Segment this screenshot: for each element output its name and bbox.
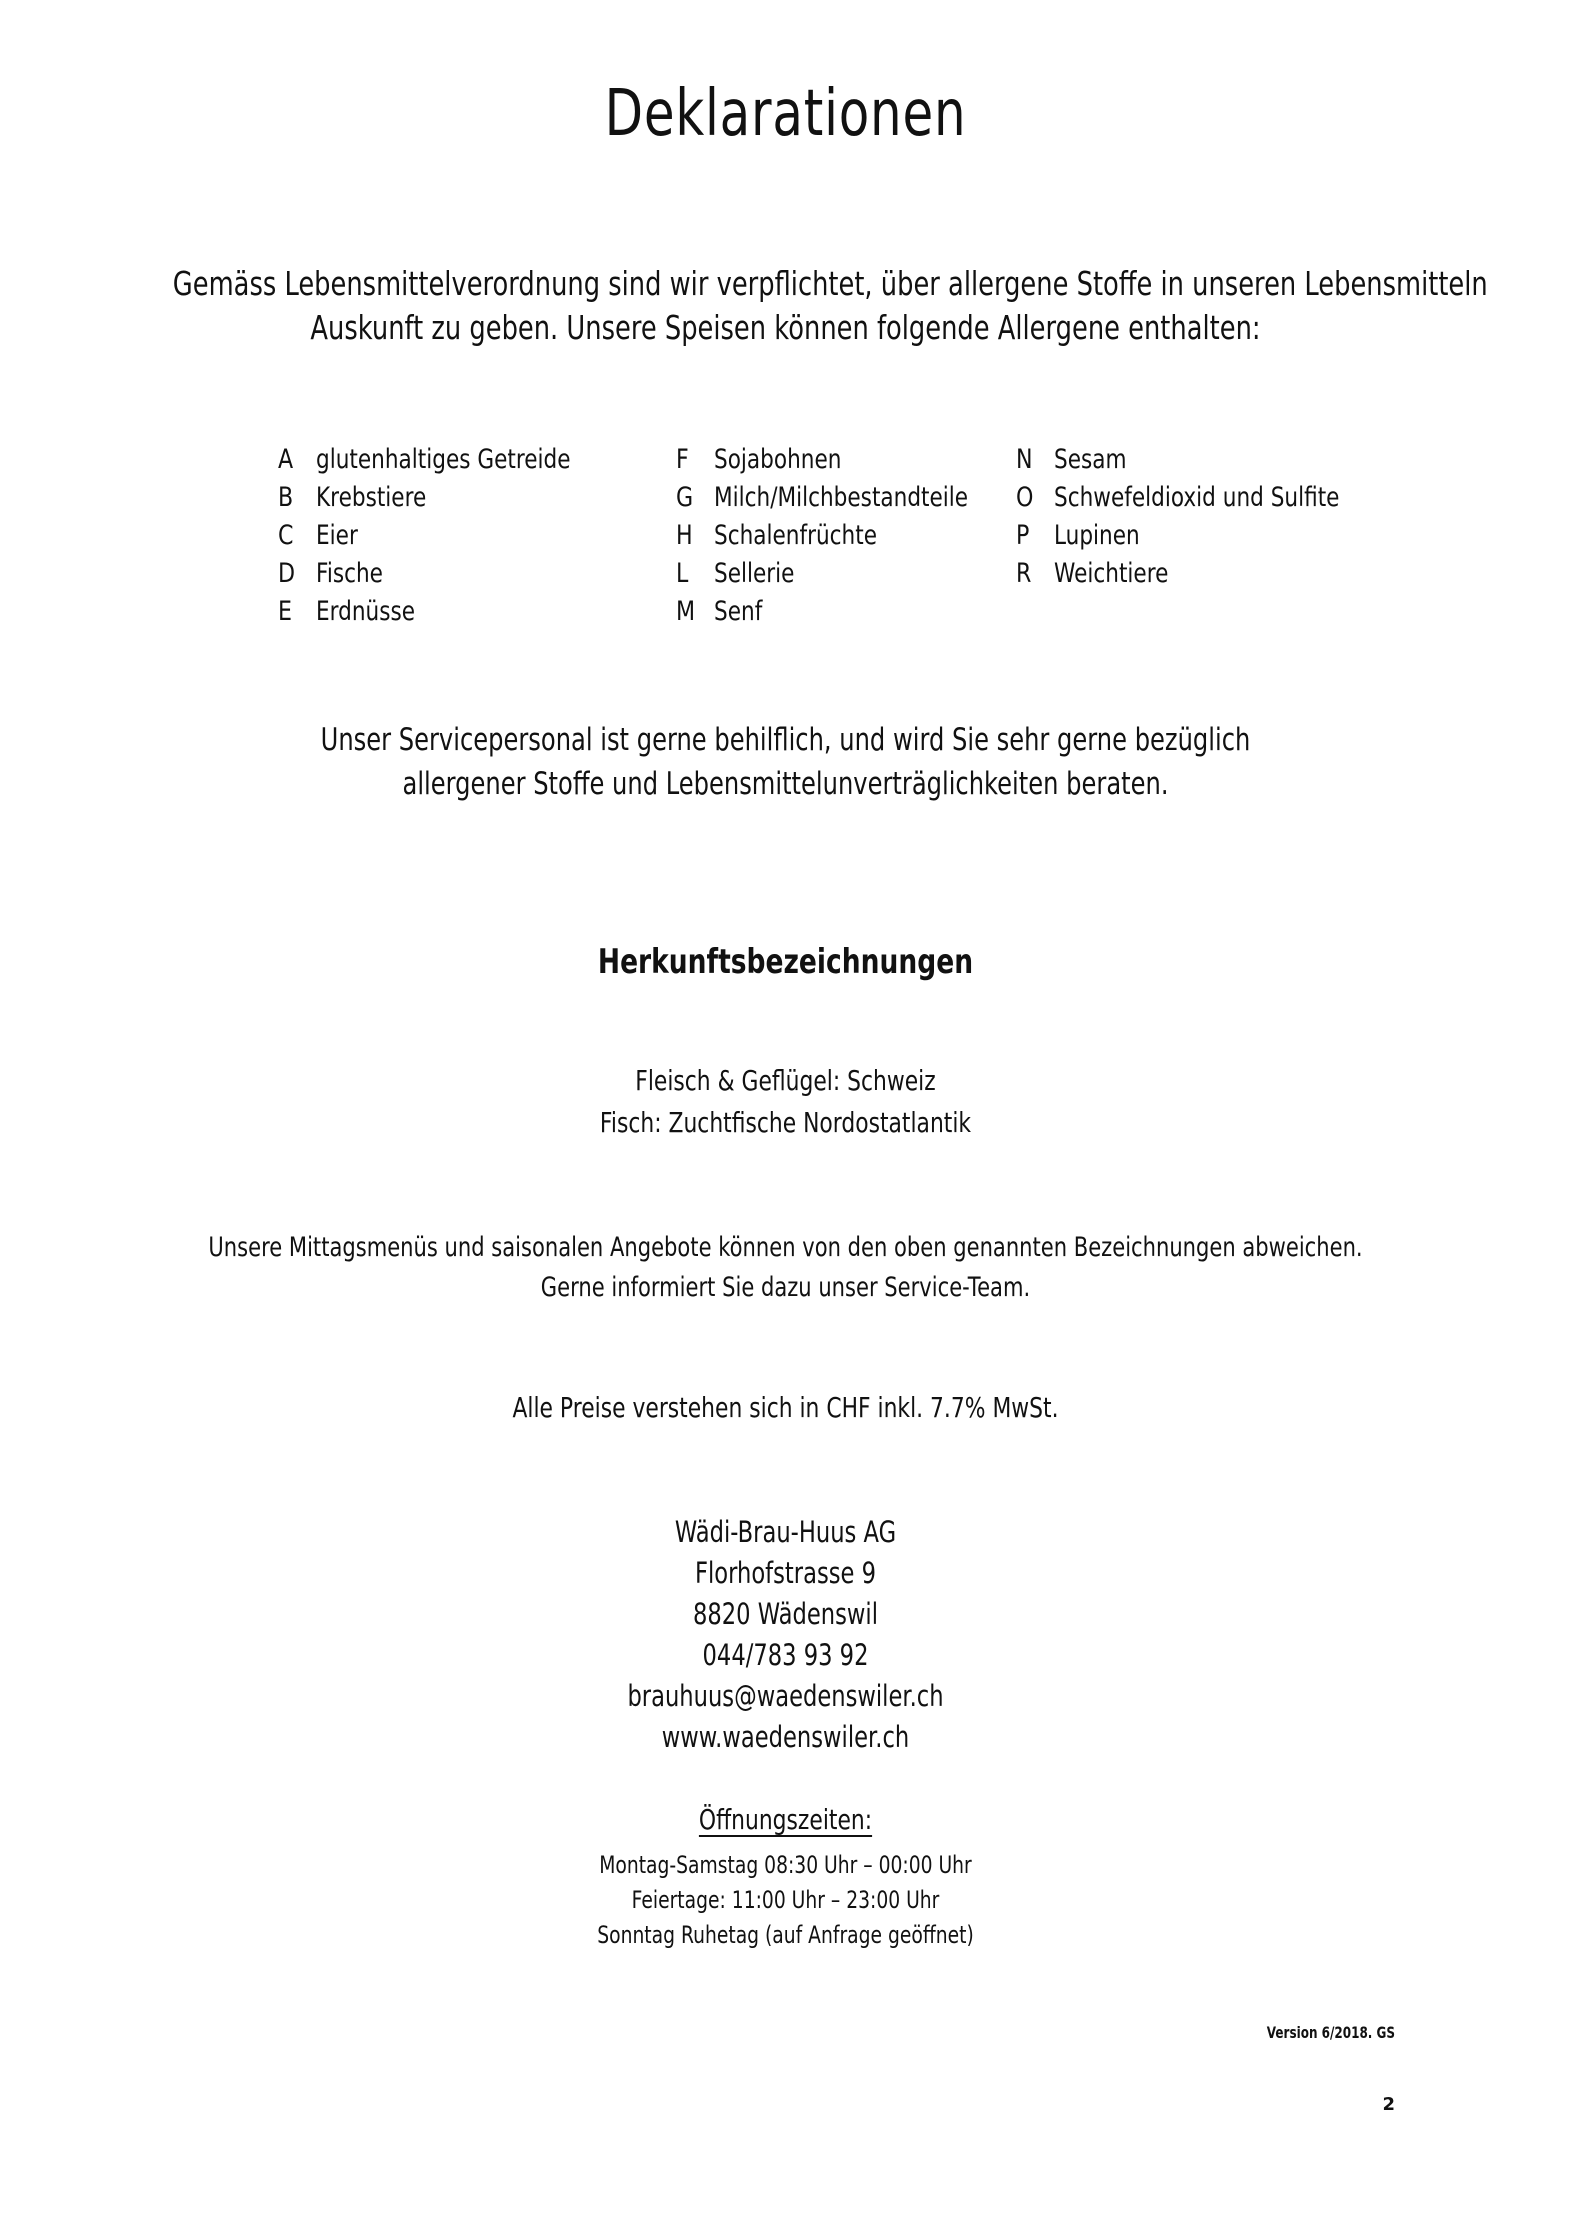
opening-hours-sunday: Sonntag Ruhetag (auf Anfrage geöffnet) xyxy=(597,1921,974,1949)
service-note-line-1: Unser Servicepersonal ist gerne behilflich, und wird Sie sehr gerne bezüglich xyxy=(320,722,1251,758)
company-street: Florhofstrasse 9 xyxy=(694,1556,877,1590)
allergen-column-2 xyxy=(676,440,1032,630)
allergen-column-1 xyxy=(278,440,634,630)
allergen-code: M xyxy=(676,595,696,627)
allergen-intro xyxy=(172,262,1488,350)
allergen-item xyxy=(278,592,634,630)
allergen-code: P xyxy=(1016,519,1030,551)
allergen-name: Eier xyxy=(316,519,358,551)
allergen-name: Sesam xyxy=(1054,443,1127,475)
company-website: www.waedenswiler.ch xyxy=(661,1720,910,1754)
allergen-item xyxy=(676,478,1032,516)
version-note: Version 6/2018. GS xyxy=(1266,2023,1395,2042)
allergen-name: Lupinen xyxy=(1054,519,1140,551)
allergen-code: L xyxy=(676,557,689,589)
allergen-code: E xyxy=(278,595,292,627)
allergen-code: H xyxy=(676,519,693,551)
company-name: Wädi-Brau-Huus AG xyxy=(674,1515,897,1549)
allergen-name: Weichtiere xyxy=(1054,557,1169,589)
allergen-code: A xyxy=(278,443,294,475)
opening-hours-holidays: Feiertage: 11:00 Uhr – 23:00 Uhr xyxy=(631,1886,940,1914)
allergen-code: N xyxy=(1016,443,1033,475)
deviation-note-line-2: Gerne informiert Sie dazu unser Service-Team. xyxy=(540,1272,1031,1303)
allergen-intro-line-1: Gemäss Lebensmittelverordnung sind wir verpflichtet, über allergene Stoffe in unseren Lebensmitteln xyxy=(172,264,1488,303)
allergen-name: Schalenfrüchte xyxy=(714,519,877,551)
allergen-name: Senf xyxy=(714,595,763,627)
allergen-name: glutenhaltiges Getreide xyxy=(316,443,571,475)
allergen-item xyxy=(1016,478,1411,516)
allergen-column-3 xyxy=(1016,440,1411,592)
allergen-name: Sojabohnen xyxy=(714,443,842,475)
opening-hours-weekdays: Montag-Samstag 08:30 Uhr – 00:00 Uhr xyxy=(599,1851,972,1879)
allergen-code: B xyxy=(278,481,294,513)
allergen-name: Sellerie xyxy=(714,557,795,589)
deviation-note-line-1: Unsere Mittagsmenüs und saisonalen Angebote können von den oben genannten Bezeichnungen abweichen. xyxy=(208,1232,1363,1263)
origin-fish: Fisch: Zuchtfische Nordostatlantik xyxy=(599,1106,972,1139)
opening-hours xyxy=(173,1848,1398,1953)
opening-hours-heading: Öffnungszeiten: xyxy=(698,1803,873,1836)
allergen-item xyxy=(278,516,634,554)
allergen-code: R xyxy=(1016,557,1032,589)
origin-info xyxy=(173,1060,1398,1144)
allergen-item xyxy=(278,478,634,516)
allergen-item xyxy=(676,554,1032,592)
allergen-code: G xyxy=(676,481,694,513)
origin-meat: Fleisch & Geflügel: Schweiz xyxy=(635,1064,936,1097)
price-note: Alle Preise verstehen sich in CHF inkl. 7.7% MwSt. xyxy=(512,1391,1059,1424)
company-address xyxy=(173,1512,1398,1758)
allergen-code: F xyxy=(676,443,689,475)
allergen-item xyxy=(676,592,1032,630)
company-email: brauhuus@waedenswiler.ch xyxy=(627,1679,944,1713)
allergen-code: O xyxy=(1016,481,1034,513)
allergen-item xyxy=(278,440,634,478)
allergen-item xyxy=(1016,516,1411,554)
allergen-item xyxy=(676,516,1032,554)
allergen-intro-line-2: Auskunft zu geben. Unsere Speisen können folgende Allergene enthalten: xyxy=(310,308,1261,347)
origin-heading: Herkunftsbezeichnungen xyxy=(597,942,974,982)
allergen-name: Milch/Milchbestandteile xyxy=(714,481,969,513)
allergen-item xyxy=(1016,554,1411,592)
company-phone: 044/783 93 92 xyxy=(702,1638,869,1672)
allergen-item xyxy=(1016,440,1411,478)
allergen-code: D xyxy=(278,557,296,589)
allergen-item xyxy=(676,440,1032,478)
service-note-line-2: allergener Stoffe und Lebensmittelunverträglichkeiten beraten. xyxy=(402,766,1169,802)
deviation-note xyxy=(173,1228,1398,1308)
company-city: 8820 Wädenswil xyxy=(692,1597,879,1631)
page-title: Deklarationen xyxy=(604,77,967,151)
allergen-code: C xyxy=(278,519,294,551)
page-number: 2 xyxy=(1382,2094,1395,2115)
allergen-name: Krebstiere xyxy=(316,481,427,513)
service-note xyxy=(173,718,1398,806)
allergen-name: Schwefeldioxid und Sulfite xyxy=(1054,481,1340,513)
allergen-name: Erdnüsse xyxy=(316,595,416,627)
allergen-name: Fische xyxy=(316,557,383,589)
allergen-item xyxy=(278,554,634,592)
